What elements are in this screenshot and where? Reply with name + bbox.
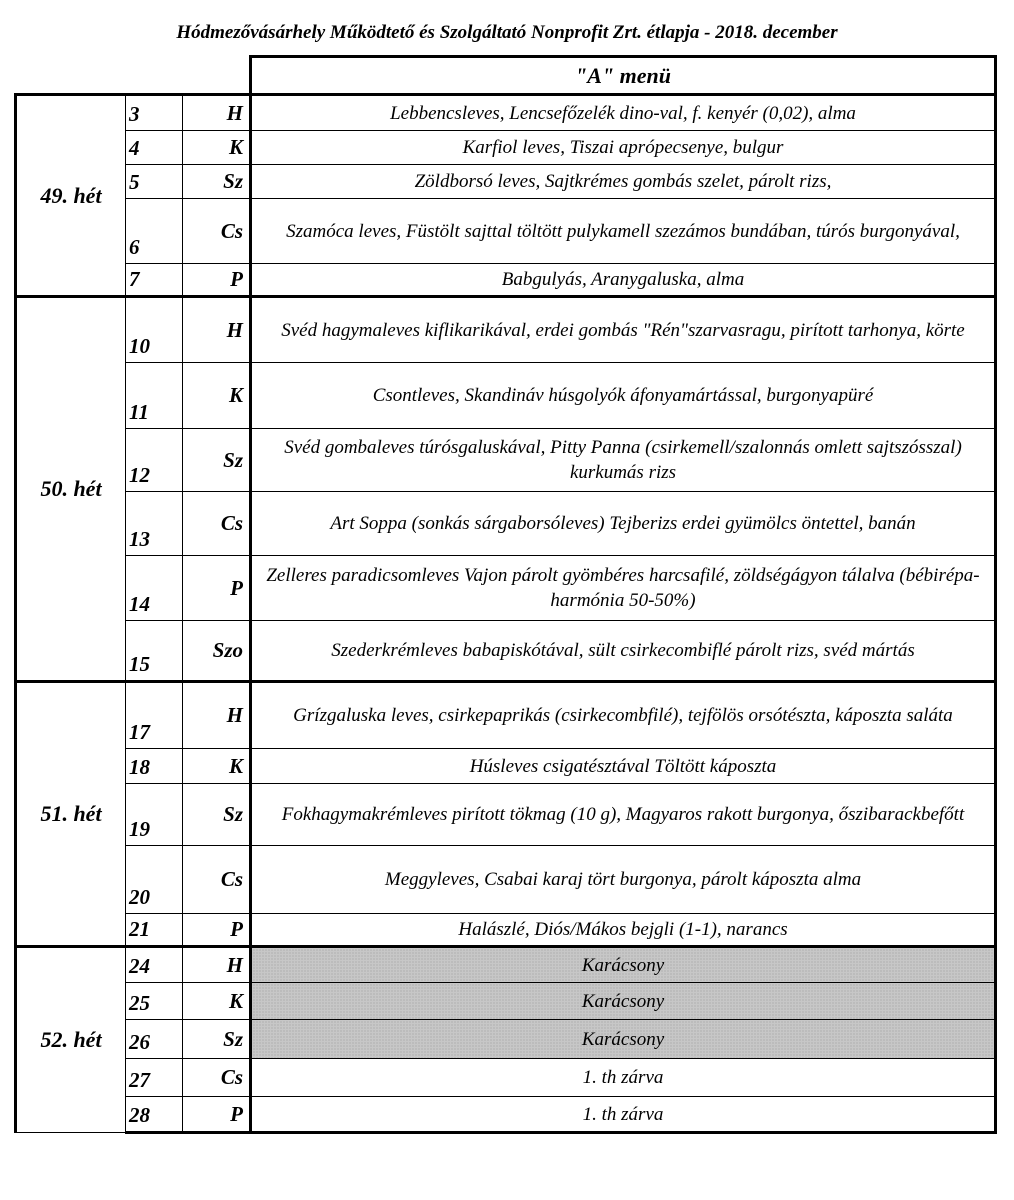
menu-item: Svéd gombaleves túrósgaluskával, Pitty Panna (csirkemell/szalonnás omlett sajtszósszal) kurkumás rizs <box>251 429 996 492</box>
weekday-abbrev: P <box>183 556 251 621</box>
day-row <box>16 363 996 429</box>
holiday-cell: Karácsony <box>251 947 996 983</box>
day-row <box>16 199 996 264</box>
day-number: 18 <box>126 749 183 784</box>
weekday-abbrev: H <box>183 95 251 131</box>
menu-item: 1. th zárva <box>251 1059 996 1097</box>
weekday-abbrev: Cs <box>183 492 251 556</box>
weekday-abbrev: Sz <box>183 1020 251 1059</box>
day-row <box>16 95 996 131</box>
weekday-abbrev: Sz <box>183 165 251 199</box>
day-number: 25 <box>126 983 183 1020</box>
menu-item: Babgulyás, Aranygaluska, alma <box>251 264 996 297</box>
weekday-abbrev: K <box>183 131 251 165</box>
day-number: 27 <box>126 1059 183 1097</box>
day-number: 13 <box>126 492 183 556</box>
menu-item: 1. th zárva <box>251 1097 996 1133</box>
menu-item: Svéd hagymaleves kiflikarikával, erdei gombás "Rén"szarvasragu, pirított tarhonya, körte <box>251 297 996 363</box>
menu-item: Meggyleves, Csabai karaj tört burgonya, párolt káposzta alma <box>251 846 996 914</box>
weekday-abbrev: Cs <box>183 846 251 914</box>
menu-item: Fokhagymakrémleves pirított tökmag (10 g), Magyaros rakott burgonya, őszibarackbefőtt <box>251 784 996 846</box>
day-number: 24 <box>126 947 183 983</box>
day-number: 6 <box>126 199 183 264</box>
weekday-abbrev: H <box>183 297 251 363</box>
menu-column-header: "A" menü <box>251 57 996 95</box>
page-title: Hódmezővásárhely Működtető és Szolgáltató Nonprofit Zrt. étlapja - 2018. december <box>176 22 838 43</box>
menu-table <box>14 55 997 1134</box>
menu-item: Karfiol leves, Tiszai aprópecsenye, bulgur <box>251 131 996 165</box>
day-number: 17 <box>126 682 183 749</box>
weekday-abbrev: H <box>183 682 251 749</box>
week-label: 50. hét <box>16 297 126 682</box>
menu-item: Zelleres paradicsomleves Vajon párolt gyömbéres harcsafilé, zöldségágyon tálalva (bébirépa-harmónia 50-50%) <box>251 556 996 621</box>
menu-item: Halászlé, Diós/Mákos bejgli (1-1), narancs <box>251 914 996 947</box>
weekday-abbrev: H <box>183 947 251 983</box>
day-row <box>16 846 996 914</box>
day-row <box>16 1097 996 1133</box>
menu-item: Szamóca leves, Füstölt sajttal töltött pulykamell szezámos bundában, túrós burgonyával, <box>251 199 996 264</box>
day-number: 4 <box>126 131 183 165</box>
day-number: 14 <box>126 556 183 621</box>
menu-item: Art Soppa (sonkás sárgaborsóleves) Tejberizs erdei gyümölcs öntettel, banán <box>251 492 996 556</box>
day-row <box>16 1059 996 1097</box>
day-row <box>16 947 996 983</box>
weekday-abbrev: K <box>183 363 251 429</box>
menu-item: Szederkrémleves babapiskótával, sült csirkecombiflé párolt rizs, svéd mártás <box>251 621 996 682</box>
day-number: 5 <box>126 165 183 199</box>
day-row <box>16 682 996 749</box>
week-label: 49. hét <box>16 95 126 297</box>
day-row <box>16 621 996 682</box>
day-number: 11 <box>126 363 183 429</box>
menu-item: Lebbencsleves, Lencsefőzelék dino-val, f. kenyér (0,02), alma <box>251 95 996 131</box>
week-label: 52. hét <box>16 947 126 1133</box>
day-number: 12 <box>126 429 183 492</box>
day-row <box>16 297 996 363</box>
day-row <box>16 983 996 1020</box>
day-row <box>16 264 996 297</box>
holiday-cell: Karácsony <box>251 1020 996 1059</box>
weekday-abbrev: K <box>183 983 251 1020</box>
weekday-abbrev: Sz <box>183 784 251 846</box>
header-row <box>16 57 996 95</box>
day-number: 10 <box>126 297 183 363</box>
weekday-abbrev: Cs <box>183 199 251 264</box>
day-row <box>16 429 996 492</box>
day-number: 19 <box>126 784 183 846</box>
weekday-abbrev: P <box>183 1097 251 1133</box>
weekday-abbrev: Cs <box>183 1059 251 1097</box>
weekday-abbrev: Sz <box>183 429 251 492</box>
weekday-abbrev: P <box>183 914 251 947</box>
day-row <box>16 556 996 621</box>
day-number: 3 <box>126 95 183 131</box>
day-number: 26 <box>126 1020 183 1059</box>
day-number: 21 <box>126 914 183 947</box>
menu-item: Csontleves, Skandináv húsgolyók áfonyamártással, burgonyapüré <box>251 363 996 429</box>
day-number: 7 <box>126 264 183 297</box>
weekday-abbrev: P <box>183 264 251 297</box>
menu-item: Húsleves csigatésztával Töltött káposzta <box>251 749 996 784</box>
weekday-abbrev: K <box>183 749 251 784</box>
menu-item: Zöldborsó leves, Sajtkrémes gombás szelet, párolt rizs, <box>251 165 996 199</box>
day-row <box>16 1020 996 1059</box>
menu-item: Grízgaluska leves, csirkepaprikás (csirkecombfilé), tejfölös orsótészta, káposzta saláta <box>251 682 996 749</box>
day-row <box>16 784 996 846</box>
day-row <box>16 749 996 784</box>
weekday-abbrev: Szo <box>183 621 251 682</box>
day-row <box>16 131 996 165</box>
day-row <box>16 914 996 947</box>
day-number: 15 <box>126 621 183 682</box>
day-number: 28 <box>126 1097 183 1133</box>
day-row <box>16 492 996 556</box>
day-number: 20 <box>126 846 183 914</box>
day-row <box>16 165 996 199</box>
week-label: 51. hét <box>16 682 126 947</box>
holiday-cell: Karácsony <box>251 983 996 1020</box>
